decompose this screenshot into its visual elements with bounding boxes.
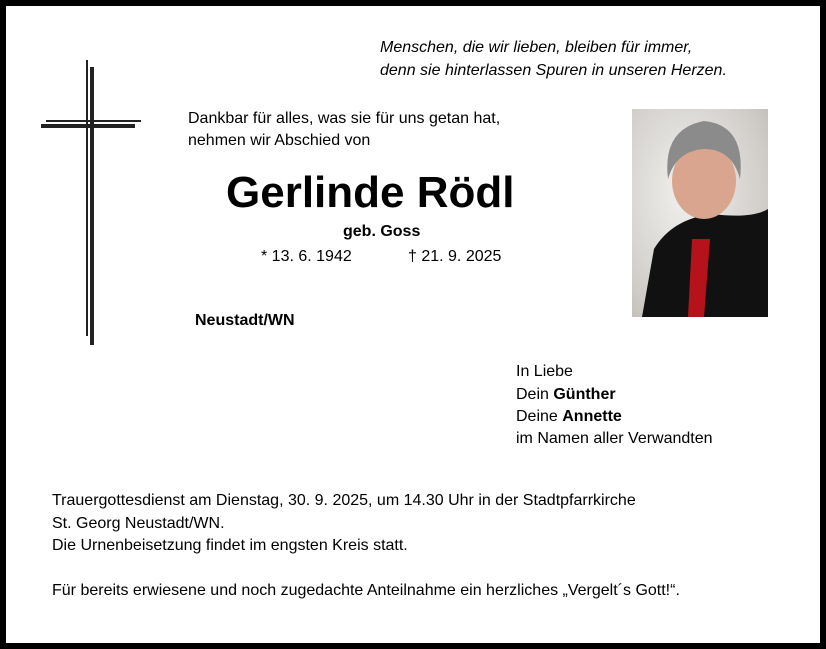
death-date: † 21. 9. 2025 <box>408 248 502 265</box>
deceased-name: Gerlinde Rödl <box>226 168 515 217</box>
mourners-line-1: In Liebe <box>516 363 573 380</box>
text: Deine <box>516 408 563 425</box>
mourners-line-2 <box>516 384 616 407</box>
place: Neustadt/WN <box>195 312 295 329</box>
service-line-2: St. Georg Neustadt/WN. <box>52 515 225 532</box>
mourner-name: Annette <box>562 408 622 425</box>
intro-line-1: Dankbar für alles, was sie für uns getan hat, <box>188 110 501 127</box>
birth-date: * 13. 6. 1942 <box>261 248 352 265</box>
mourners-line-3 <box>516 406 622 429</box>
mourners-line-4: im Namen aller Verwandten <box>516 430 713 447</box>
mourner-name: Günther <box>553 386 616 403</box>
service-line-1: Trauergottesdienst am Dienstag, 30. 9. 2025, um 14.30 Uhr in der Stadtpfarrkirche <box>52 492 636 509</box>
maiden-name: geb. Goss <box>343 223 421 240</box>
portrait-photo <box>632 109 768 317</box>
service-line-3: Die Urnenbeisetzung findet im engsten Kreis statt. <box>52 537 408 554</box>
intro-line-2: nehmen wir Abschied von <box>188 132 371 149</box>
text: Dein <box>516 386 554 403</box>
obituary-card <box>6 6 820 643</box>
quote-line-2: denn sie hinterlassen Spuren in unseren Herzen. <box>380 62 727 79</box>
quote-line-1: Menschen, die wir lieben, bleiben für immer, <box>380 39 693 56</box>
thanks: Für bereits erwiesene und noch zugedachte Anteilnahme ein herzliches „Vergelt´s Gott!“. <box>52 582 680 599</box>
